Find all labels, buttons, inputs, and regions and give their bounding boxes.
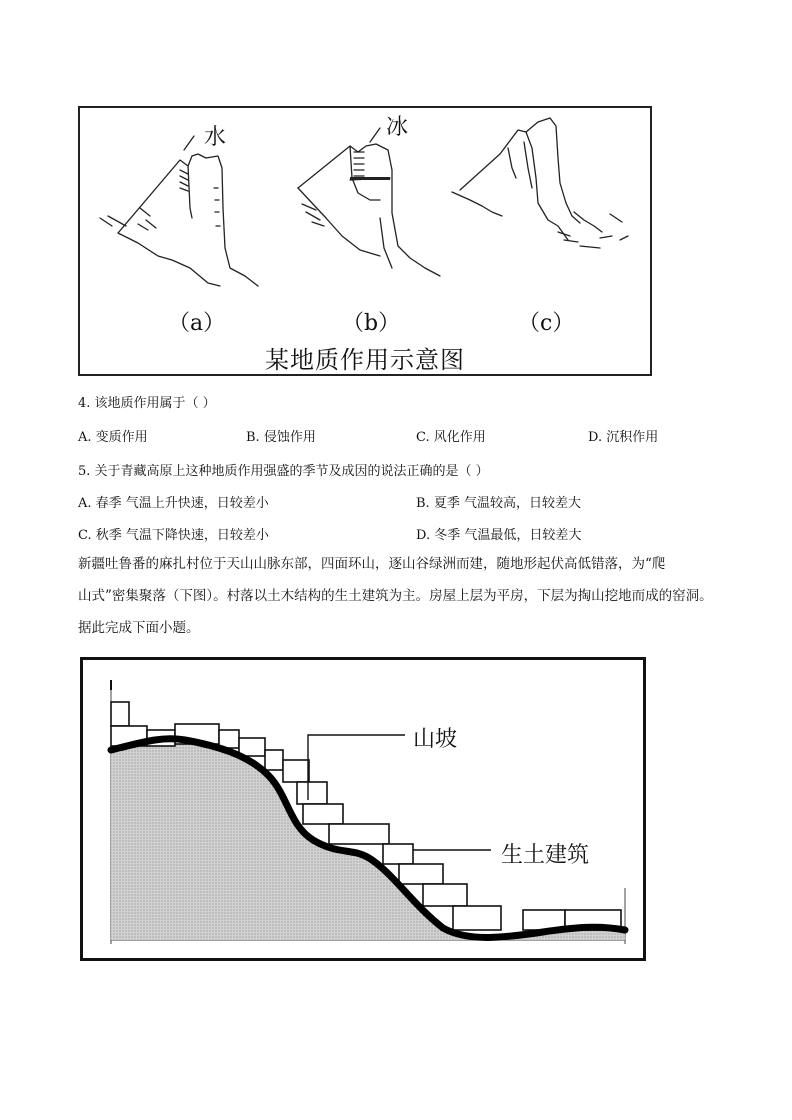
- figure-cliff-village-drawing: [83, 660, 643, 958]
- ice-label: 冰: [386, 115, 409, 140]
- passage-line-2: 山式”密集聚落（下图）。村落以土木结构的生土建筑为主。房屋上层为平房，下层为掏山挖地而成的窑洞。: [78, 588, 713, 604]
- q4-option-d: D. 沉积作用: [588, 430, 659, 445]
- water-label: 水: [204, 125, 227, 150]
- panel-label-b: （b）: [342, 311, 401, 336]
- q4-option-a: A. 变质作用: [78, 430, 148, 445]
- q4-option-c: C. 风化作用: [416, 430, 486, 445]
- q4-option-b: B. 侵蚀作用: [246, 430, 316, 445]
- slope-label: 山坡: [413, 727, 458, 752]
- q5-option-d: D. 冬季 气温最低，日较差大: [416, 528, 582, 543]
- q5-option-a: A. 春季 气温上升快速，日较差小: [78, 496, 269, 511]
- panel-label-c: （c）: [518, 311, 575, 336]
- q5-option-b: B. 夏季 气温较高，日较差大: [416, 496, 581, 511]
- figure-weathering: [78, 106, 652, 376]
- question-5-stem: 5. 关于青藏高原上这种地质作用强盛的季节及成因的说法正确的是（ ）: [78, 464, 489, 479]
- question-4-stem: 4. 该地质作用属于（ ）: [78, 396, 216, 411]
- figure-cliff-village: [80, 657, 646, 961]
- q5-option-c: C. 秋季 气温下降快速，日较差小: [78, 528, 269, 543]
- figure-caption: 某地质作用示意图: [265, 346, 465, 374]
- panel-label-a: （a）: [168, 311, 226, 336]
- passage-line-1: 新疆吐鲁番的麻扎村位于天山山脉东部，四面环山，逐山谷绿洲而建，随地形起伏高低错落，为“爬: [78, 556, 666, 572]
- passage-line-3: 据此完成下面小题。: [78, 620, 200, 636]
- earthen-building-label: 生土建筑: [501, 843, 590, 868]
